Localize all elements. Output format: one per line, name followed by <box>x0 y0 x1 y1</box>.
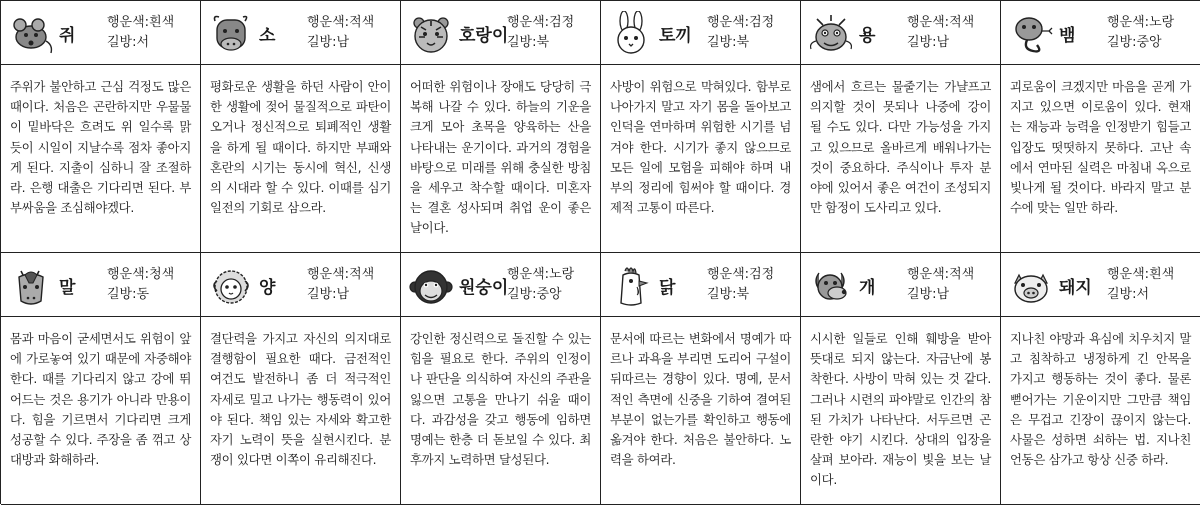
animal-name: 양 <box>259 278 276 298</box>
fortune-info <box>907 265 974 305</box>
lucky-direction-label: 길방: <box>107 287 137 302</box>
lucky-direction: 남 <box>336 35 350 50</box>
lucky-direction: 남 <box>936 35 950 50</box>
card-header <box>201 253 400 317</box>
card-header <box>1 1 200 65</box>
lucky-color: 검정 <box>749 267 775 282</box>
lucky-color-label: 행운색: <box>107 15 150 30</box>
animal-name: 토끼 <box>659 26 692 46</box>
animal-name: 개 <box>859 278 876 298</box>
rooster-icon <box>607 263 655 309</box>
fortune-text: 몸과 마음이 굳세면서도 위험이 앞에 가로놓여 있기 때문에 자중해야 한다. 때를 기다리지 않고 강에 뛰어드는 것은 용기가 아니라 만용이다. 힘을 기르면서 기다리면 크게 성공할 수 있다. 주장을 좀 꺾고 상대방과 화해하라. <box>10 331 191 468</box>
lucky-color: 흰색 <box>1149 267 1175 282</box>
lucky-color-label: 행운색: <box>1107 267 1150 282</box>
fortune-info <box>707 13 774 53</box>
card-header <box>1001 1 1200 65</box>
lucky-color-label: 행운색: <box>707 267 750 282</box>
lucky-direction: 북 <box>736 35 750 50</box>
animal-name: 돼지 <box>1059 278 1092 298</box>
card-header <box>1001 253 1200 317</box>
dog-icon <box>807 263 855 309</box>
lucky-direction: 서 <box>1136 287 1150 302</box>
card-monkey <box>401 253 601 505</box>
lucky-direction: 북 <box>736 287 750 302</box>
fortune-info <box>707 265 774 305</box>
lucky-direction-label: 길방: <box>907 287 937 302</box>
lucky-direction-label: 길방: <box>307 287 337 302</box>
lucky-direction-label: 길방: <box>707 287 737 302</box>
card-dog <box>801 253 1001 505</box>
card-dragon <box>801 1 1001 253</box>
fortune-info <box>1107 13 1174 53</box>
lucky-direction: 서 <box>136 35 150 50</box>
fortune-info <box>507 13 574 53</box>
lucky-direction: 중앙 <box>536 287 562 302</box>
fortune-info <box>307 13 374 53</box>
animal-name: 용 <box>859 26 876 46</box>
lucky-color-label: 행운색: <box>307 15 350 30</box>
lucky-direction: 동 <box>136 287 150 302</box>
lucky-color: 검정 <box>549 15 575 30</box>
fortune-text: 지나친 야망과 욕심에 치우치지 말고 침착하고 냉정하게 긴 안목을 가지고 행동하는 것이 좋다. 물론 뻗어가는 기운이지만 그만큼 책임은 무겁고 긴장이 끊이지 않는다. 사물은 성하면 쇠하는 법. 지나친 언동은 삼가고 항상 신중 하라. <box>1010 331 1191 468</box>
animal-name: 쥐 <box>59 26 76 46</box>
fortune-text: 괴로움이 크겠지만 마음을 곧게 가지고 있으면 이로움이 있다. 현재는 재능과 능력을 인정받기 힘들고 입장도 떳떳하지 못하다. 고난 속에서 연마된 실력은 마침내 옥으로 빛나게 될 것이다. 바라지 말고 분수에 맞는 일만 하라. <box>1010 79 1191 216</box>
fortune-info <box>307 265 374 305</box>
snake-icon <box>1007 11 1055 57</box>
card-header <box>1 253 200 317</box>
dragon-icon <box>807 11 855 57</box>
card-header <box>201 1 400 65</box>
horse-icon <box>7 263 55 309</box>
card-tiger <box>401 1 601 253</box>
card-pig <box>1001 253 1200 505</box>
sheep-icon <box>207 263 255 309</box>
card-header <box>401 1 600 65</box>
card-header <box>801 253 1000 317</box>
lucky-color: 적색 <box>349 267 375 282</box>
fortune-text: 평화로운 생활을 하던 사람이 안이한 생활에 젖어 물질적으로 파탄이 오거나 정신적으로 퇴폐적인 생활을 하게 될 때이다. 하지만 부패와 혼란의 시기는 동시에 혁신, 신생의 시대라 할 수 있다. 이때를 심기일전의 기회로 삼으라. <box>210 79 391 216</box>
lucky-color-label: 행운색: <box>1107 15 1150 30</box>
fortune-text: 샘에서 흐르는 물줄기는 가냘프고 의지할 것이 못되나 나중에 강이 될 수도 있다. 다만 가능성을 가지고 있으므로 올바르게 배워나가는 것이 중요하다. 주식이나 투자 분야에 있어서 좋은 여건이 조성되지만 함정이 도사리고 있다. <box>810 79 991 216</box>
lucky-color-label: 행운색: <box>507 15 550 30</box>
lucky-color-label: 행운색: <box>107 267 150 282</box>
card-header <box>801 1 1000 65</box>
lucky-color-label: 행운색: <box>907 267 950 282</box>
lucky-direction-label: 길방: <box>307 35 337 50</box>
lucky-color: 흰색 <box>149 15 175 30</box>
rabbit-icon <box>607 11 655 57</box>
lucky-direction-label: 길방: <box>507 35 537 50</box>
lucky-direction: 북 <box>536 35 550 50</box>
card-sheep <box>201 253 401 505</box>
lucky-direction-label: 길방: <box>1107 35 1137 50</box>
lucky-color: 검정 <box>749 15 775 30</box>
animal-name: 뱀 <box>1059 26 1076 46</box>
lucky-direction-label: 길방: <box>507 287 537 302</box>
fortune-text: 강인한 정신력으로 돌진할 수 있는 힘을 필요로 한다. 주위의 인정이나 판단을 의식하여 자신의 주관을 잃으면 고통을 만나기 쉬울 때이다. 과감성을 갖고 행동에 임하면 명예는 한층 더 돋보일 수 있다. 최후까지 노력하면 달성된다. <box>410 331 591 468</box>
card-rat <box>1 1 201 253</box>
fortune-info <box>107 265 174 305</box>
lucky-color-label: 행운색: <box>307 267 350 282</box>
animal-name: 소 <box>259 26 276 46</box>
fortune-text: 시시한 일들로 인해 훼방을 받아 뜻대로 되지 않는다. 자금난에 봉착한다. 사방이 막혀 있는 것 같다. 그러나 시련의 파야말로 인간의 참된 가치가 나타난다. 서두르면 곤란한 야기 시킨다. 상대의 입장을 살펴 보아라. 재능이 빛을 보는 날이다. <box>810 331 991 488</box>
monkey-icon <box>407 263 455 309</box>
fortune-text: 문서에 따르는 변화에서 명예가 따르나 과욕을 부리면 도리어 구설이 뒤따르는 경향이 있다. 명예, 문서적인 측면에 신중을 기하여 결여된 부분이 없는가를 확인하고 행동에 옮겨야 한다. 처음은 불안하다. 노력을 하여라. <box>610 331 791 468</box>
lucky-direction-label: 길방: <box>1107 287 1137 302</box>
animal-name: 호랑이 <box>459 26 509 46</box>
lucky-direction: 중앙 <box>1136 35 1162 50</box>
lucky-direction: 남 <box>336 287 350 302</box>
lucky-color-label: 행운색: <box>907 15 950 30</box>
lucky-direction: 남 <box>936 287 950 302</box>
tiger-icon <box>407 11 455 57</box>
fortune-text: 결단력을 가지고 자신의 의지대로 결행함이 필요한 때다. 금전적인 여건도 발전하니 좀 더 적극적인 자세로 밀고 나가는 행동력이 있어야 된다. 책임 있는 자세와 확고한 자기 노력이 뜻을 실현시킨다. 분쟁이 있다면 이쪽이 유리해진다. <box>210 331 391 468</box>
animal-name: 닭 <box>659 278 676 298</box>
card-horse <box>1 253 201 505</box>
card-rooster <box>601 253 801 505</box>
lucky-color: 청색 <box>149 267 175 282</box>
fortune-info <box>107 13 174 53</box>
ox-icon <box>207 11 255 57</box>
fortune-text: 주위가 불안하고 근심 걱정도 많은 때이다. 처음은 곤란하지만 우물물이 밑바닥은 흐려도 위 일수록 맑듯이 시일이 지날수록 점차 좋아지게 된다. 지출이 심하니 잘 조절하라. 은행 대출은 기다리면 된다. 부부싸움을 조심해야겠다. <box>10 79 191 216</box>
animal-name: 말 <box>59 278 76 298</box>
card-header <box>401 253 600 317</box>
lucky-direction-label: 길방: <box>907 35 937 50</box>
lucky-direction-label: 길방: <box>707 35 737 50</box>
lucky-color: 적색 <box>349 15 375 30</box>
fortune-info <box>907 13 974 53</box>
card-header <box>601 1 800 65</box>
lucky-color-label: 행운색: <box>707 15 750 30</box>
fortune-text: 사방이 위험으로 막혀있다. 함부로 나아가지 말고 자기 몸을 돌아보고 인덕을 연마하며 위험한 시기를 넘겨야 한다. 시기가 좋지 않으므로 모든 일에 모험을 피해야 하며 내부의 정리에 힘써야 할 때이다. 경제적 고통이 따른다. <box>610 79 791 216</box>
card-header <box>601 253 800 317</box>
rat-icon <box>7 11 55 57</box>
card-rabbit <box>601 1 801 253</box>
lucky-color-label: 행운색: <box>507 267 550 282</box>
lucky-color: 노랑 <box>1149 15 1175 30</box>
lucky-color: 노랑 <box>549 267 575 282</box>
pig-icon <box>1007 263 1055 309</box>
card-ox <box>201 1 401 253</box>
fortune-info <box>1107 265 1174 305</box>
fortune-info <box>507 265 574 305</box>
card-snake <box>1001 1 1200 253</box>
animal-name: 원숭이 <box>459 278 509 298</box>
lucky-direction-label: 길방: <box>107 35 137 50</box>
lucky-color: 적색 <box>949 267 975 282</box>
fortune-text: 어떠한 위험이나 장애도 당당히 극복해 나갈 수 있다. 하늘의 기운을 크게 모아 초목을 양육하는 산을 나타내는 운기이다. 과거의 경험을 바탕으로 미래를 위해 충실한 방침을 세우고 착수할 때이다. 미혼자는 결혼 성사되며 취업 운이 좋은 날이다. <box>410 79 591 236</box>
lucky-color: 적색 <box>949 15 975 30</box>
